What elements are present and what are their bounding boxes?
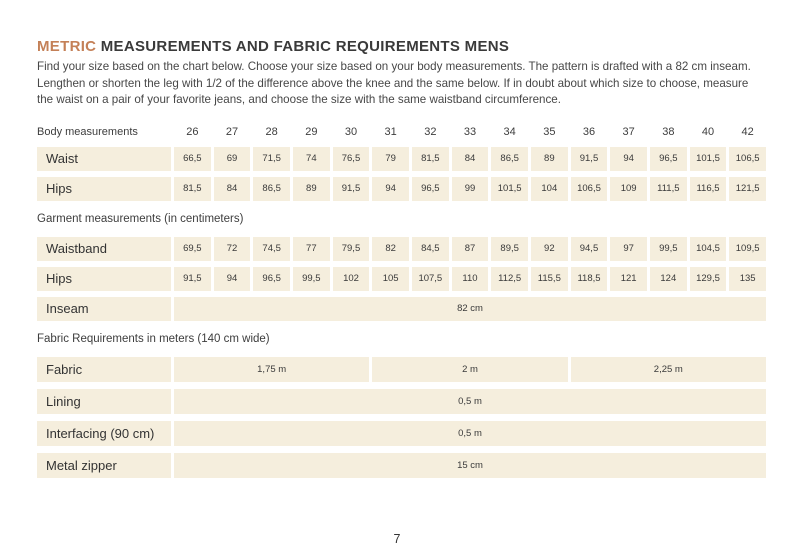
garment-measurement-row-value: 91,5 bbox=[174, 267, 211, 291]
size-header-value: 30 bbox=[344, 125, 358, 138]
garment-measurement-row-value: 112,5 bbox=[491, 267, 528, 291]
garment-measurement-row-value: 99,5 bbox=[650, 237, 687, 261]
size-header-value: 32 bbox=[424, 125, 437, 138]
fabric-row bbox=[37, 357, 766, 382]
body-measurement-row bbox=[37, 177, 766, 201]
garment-measurement-row-value: 69,5 bbox=[174, 237, 211, 261]
body-measurements-table bbox=[37, 147, 766, 201]
garment-measurement-row-value: 96,5 bbox=[253, 267, 290, 291]
section-fabric-label: Fabric Requirements in meters (140 cm wide) bbox=[37, 332, 270, 345]
body-measurement-row-value: 86,5 bbox=[491, 147, 528, 171]
garment-measurement-row-value: 79,5 bbox=[333, 237, 370, 261]
fabric-value-large-sizes: 2,25 m bbox=[571, 357, 766, 382]
fabric-requirement-value: 0,5 m bbox=[174, 389, 766, 414]
garment-measurement-row-label: Hips bbox=[37, 267, 171, 291]
body-measurement-row-value: 74 bbox=[293, 147, 330, 171]
body-measurement-row-value: 81,5 bbox=[174, 177, 211, 201]
fabric-requirement-value: 15 cm bbox=[174, 453, 766, 478]
body-measurement-row-value: 109 bbox=[610, 177, 647, 201]
garment-measurement-row-value: 84,5 bbox=[412, 237, 449, 261]
garment-measurement-row-value: 89,5 bbox=[491, 237, 528, 261]
body-measurement-row-value: 101,5 bbox=[690, 147, 727, 171]
body-measurement-row-value: 96,5 bbox=[412, 177, 449, 201]
body-measurement-row-value: 86,5 bbox=[253, 177, 290, 201]
size-header-value: 42 bbox=[741, 125, 754, 138]
body-measurement-row-value: 79 bbox=[372, 147, 409, 171]
garment-measurement-row-value: 118,5 bbox=[571, 267, 608, 291]
fabric-requirement-label: Lining bbox=[37, 389, 171, 414]
page-title bbox=[37, 38, 766, 56]
garment-measurements-table bbox=[37, 237, 766, 291]
garment-measurement-row-label: Waistband bbox=[37, 237, 171, 261]
body-measurement-row-value: 71,5 bbox=[253, 147, 290, 171]
page-title-highlight: METRIC bbox=[37, 38, 97, 55]
garment-measurement-row-value: 129,5 bbox=[690, 267, 727, 291]
body-measurement-row-value: 76,5 bbox=[333, 147, 370, 171]
body-measurement-row-value: 89 bbox=[531, 147, 568, 171]
garment-measurement-row-value: 105 bbox=[372, 267, 409, 291]
garment-measurement-row-value: 115,5 bbox=[531, 267, 568, 291]
size-header-value: 34 bbox=[503, 125, 516, 138]
body-measurement-row-value: 69 bbox=[214, 147, 251, 171]
fabric-requirement-label: Interfacing (90 cm) bbox=[37, 421, 171, 446]
body-measurement-row-value: 94 bbox=[372, 177, 409, 201]
garment-measurement-row-value: 110 bbox=[452, 267, 489, 291]
garment-measurement-row-value: 77 bbox=[293, 237, 330, 261]
body-measurement-row-value: 89 bbox=[293, 177, 330, 201]
garment-measurement-row-value: 135 bbox=[729, 267, 766, 291]
garment-measurement-row-value: 121 bbox=[610, 267, 647, 291]
body-measurement-row bbox=[37, 147, 766, 171]
size-header-value: 37 bbox=[622, 125, 635, 138]
size-header-label: Body measurements bbox=[37, 125, 138, 138]
fabric-requirement-row bbox=[37, 453, 766, 478]
size-header-value: 40 bbox=[701, 125, 715, 138]
size-header-value: 36 bbox=[582, 125, 596, 138]
garment-measurement-row-value: 99,5 bbox=[293, 267, 330, 291]
fabric-value-small-sizes: 1,75 m bbox=[174, 357, 369, 382]
garment-measurement-row-value: 109,5 bbox=[729, 237, 766, 261]
body-measurement-row-value: 111,5 bbox=[650, 177, 687, 201]
size-header-value: 28 bbox=[265, 125, 278, 138]
garment-measurement-row bbox=[37, 237, 766, 261]
body-measurement-row-value: 99 bbox=[452, 177, 489, 201]
garment-measurement-row-value: 87 bbox=[452, 237, 489, 261]
fabric-requirement-row bbox=[37, 421, 766, 446]
garment-measurement-row-value: 94 bbox=[214, 267, 251, 291]
body-measurement-row-value: 106,5 bbox=[729, 147, 766, 171]
body-measurement-row-label: Hips bbox=[37, 177, 171, 201]
body-measurement-row-value: 94 bbox=[610, 147, 647, 171]
body-measurement-row-value: 84 bbox=[214, 177, 251, 201]
garment-measurement-row-value: 92 bbox=[531, 237, 568, 261]
garment-measurement-row bbox=[37, 267, 766, 291]
body-measurement-row-value: 66,5 bbox=[174, 147, 211, 171]
body-measurement-row-value: 91,5 bbox=[571, 147, 608, 171]
body-measurement-row-value: 121,5 bbox=[729, 177, 766, 201]
fabric-value-medium-sizes: 2 m bbox=[372, 357, 567, 382]
garment-measurement-row-value: 74,5 bbox=[253, 237, 290, 261]
size-header-value: 38 bbox=[662, 125, 675, 138]
inseam-row bbox=[37, 297, 766, 321]
garment-measurement-row-value: 97 bbox=[610, 237, 647, 261]
intro-text: Find your size based on the chart below. Choose your size based on your body measurements. The pattern is drafted with a 82 cm inseam. Lengthen or shorten the leg with 1/2 of the difference above the knee and the same below. If in doubt about which size to choose, measure the waist on a pair of your favorite jeans, and choose the size with the same waistband circumference. bbox=[37, 60, 751, 106]
body-measurement-row-label: Waist bbox=[37, 147, 171, 171]
fabric-requirement-label: Metal zipper bbox=[37, 453, 171, 478]
garment-measurement-row-value: 102 bbox=[333, 267, 370, 291]
garment-measurement-row-value: 124 bbox=[650, 267, 687, 291]
garment-measurement-row-value: 107,5 bbox=[412, 267, 449, 291]
garment-measurement-row-value: 82 bbox=[372, 237, 409, 261]
garment-measurement-row-value: 94,5 bbox=[571, 237, 608, 261]
page-title-rest: MEASUREMENTS AND FABRIC REQUIREMENTS MENS bbox=[96, 38, 510, 55]
garment-measurement-row-value: 104,5 bbox=[690, 237, 727, 261]
body-measurement-row-value: 104 bbox=[531, 177, 568, 201]
inseam-value: 82 cm bbox=[174, 297, 766, 321]
size-header-value: 33 bbox=[463, 125, 477, 138]
inseam-label: Inseam bbox=[37, 297, 171, 321]
size-header-value: 27 bbox=[225, 125, 239, 138]
fabric-label: Fabric bbox=[37, 357, 171, 382]
body-measurement-row-value: 106,5 bbox=[571, 177, 608, 201]
section-garment-label: Garment measurements (in centimeters) bbox=[37, 212, 244, 225]
size-header-value: 31 bbox=[384, 125, 397, 138]
body-measurement-row-value: 91,5 bbox=[333, 177, 370, 201]
fabric-requirements-table bbox=[37, 389, 766, 478]
size-header-row bbox=[37, 126, 766, 138]
body-measurement-row-value: 81,5 bbox=[412, 147, 449, 171]
size-header-value: 35 bbox=[543, 125, 556, 138]
body-measurement-row-value: 101,5 bbox=[491, 177, 528, 201]
page-number: 7 bbox=[393, 532, 401, 546]
fabric-requirement-row bbox=[37, 389, 766, 414]
fabric-requirement-value: 0,5 m bbox=[174, 421, 766, 446]
body-measurement-row-value: 84 bbox=[452, 147, 489, 171]
size-header-value: 29 bbox=[305, 125, 318, 138]
body-measurement-row-value: 96,5 bbox=[650, 147, 687, 171]
garment-measurement-row-value: 72 bbox=[214, 237, 251, 261]
body-measurement-row-value: 116,5 bbox=[690, 177, 727, 201]
size-header-value: 26 bbox=[186, 125, 199, 138]
